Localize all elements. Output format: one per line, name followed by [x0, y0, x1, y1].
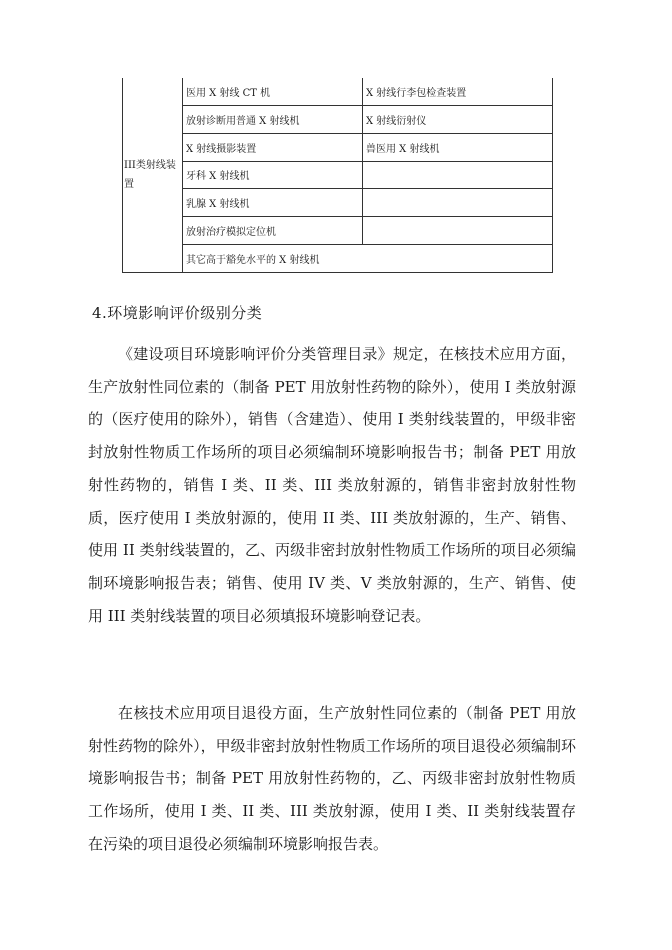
table-cell: [363, 217, 553, 245]
table-row: [123, 133, 553, 161]
table-cell: 放射治疗模拟定位机: [183, 217, 363, 245]
table-cell: [363, 189, 553, 217]
table-cell-merged: 其它高于豁免水平的 X 射线机: [183, 245, 553, 273]
section-heading: 4.环境影响评价级别分类: [92, 304, 263, 322]
table-row: [123, 245, 553, 273]
table-cell: X 射线摄影装置: [183, 133, 363, 161]
table-cell: 放射诊断用普通 X 射线机: [183, 105, 363, 133]
table-cell: X 射线行李包检查装置: [363, 78, 553, 105]
table-cell: X 射线衍射仪: [363, 105, 553, 133]
paragraph-classification: 《建设项目环境影响评价分类管理目录》规定，在核技术应用方面，生产放射性同位素的（制备 PET 用放射性药物的除外），使用 I 类放射源的（医疗使用的除外），销售（含建造）、使用 I 类射线装置的，甲级非密封放射性物质工作场所的项目必须编制环境影响报告书；制备 PET 用放射性药物的，销售 I 类、II 类、III 类放射源的，销售非密封放射性物质，医疗使用 I 类放射源的，使用 II 类、III 类放射源的，生产、销售、使用 II 类射线装置的，乙、丙级非密封放射性物质工作场所的项目必须编制环境影响报告表；销售、使用 IV 类、V 类放射源的，生产、销售、使用 III 类射线装置的项目必须填报环境影响登记表。: [88, 345, 576, 625]
table-cell: 医用 X 射线 CT 机: [183, 78, 363, 105]
ray-device-table: [122, 78, 553, 273]
table-row: [123, 105, 553, 133]
table-cell: [363, 161, 553, 189]
table-row: [123, 189, 553, 217]
table-row: [123, 78, 553, 105]
table-cell: 牙科 X 射线机: [183, 161, 363, 189]
table-row: [123, 217, 553, 245]
category-cell: III类射线装置: [123, 78, 183, 273]
table-row: [123, 161, 553, 189]
table-cell: 乳腺 X 射线机: [183, 189, 363, 217]
paragraph-decommissioning: 在核技术应用项目退役方面，生产放射性同位素的（制备 PET 用放射性药物的除外），甲级非密封放射性物质工作场所的项目退役必须编制环境影响报告书；制备 PET 用放射性药物的，乙、丙级非密封放射性物质工作场所，使用 I 类、II 类、III 类放射源，使用 I 类、II 类射线装置存在污染的项目退役必须编制环境影响报告表。: [88, 704, 576, 853]
table-cell: 兽医用 X 射线机: [363, 133, 553, 161]
